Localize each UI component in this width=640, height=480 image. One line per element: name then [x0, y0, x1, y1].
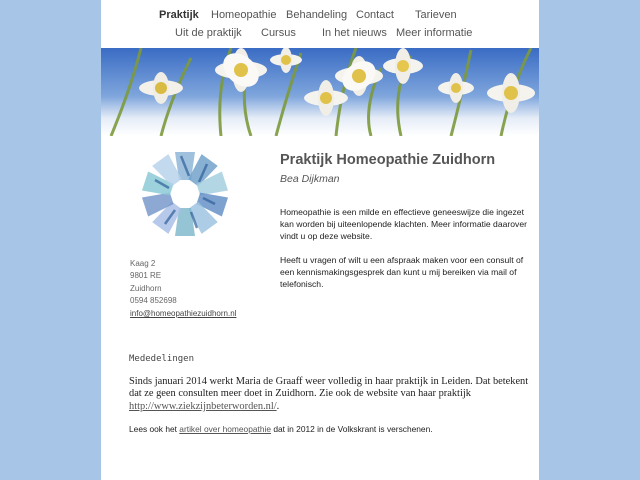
nav-meer-informatie[interactable]: Meer informatie — [396, 27, 473, 39]
nav-in-het-nieuws[interactable]: In het nieuws — [322, 27, 387, 39]
intro-paragraph-2: Heeft u vragen of wilt u een afspraak maken voor een consult of een kennismakingsgesprek dan kunt u mij bereiken via mail of telefonisch. — [280, 255, 524, 289]
announcement-text: Sinds januari 2014 werkt Maria de Graaff weer volledig in haar praktijk in Leiden. Dat betekent dat ze geen consulten meer doet in Zuidhorn. Zie ook de website van haar praktijk — [129, 376, 529, 400]
page-container — [101, 0, 539, 480]
practice-logo — [137, 146, 233, 242]
address-postcode: 9801 RE — [130, 271, 162, 281]
announcement-paragraph-2 — [129, 423, 534, 435]
address-street: Kaag 2 — [130, 259, 156, 268]
announcement-paragraph-1 — [129, 376, 534, 413]
email-link[interactable]: info@homeopathiezuidhorn.nl — [130, 308, 237, 318]
practice-website-link[interactable]: http://www.ziekzijnbeterworden.nl/ — [129, 400, 277, 412]
page-title: Praktijk Homeopathie Zuidhorn — [280, 152, 496, 168]
intro-text — [280, 206, 532, 302]
nav-contact[interactable]: Contact — [356, 9, 394, 21]
announcement-text-end: . — [276, 400, 280, 412]
header-banner-image — [101, 48, 539, 136]
announcement-text: Lees ook het — [129, 424, 180, 434]
nav-tarieven[interactable]: Tarieven — [415, 9, 457, 21]
intro-paragraph-1: Homeopathie is een milde en effectieve geneeswijze die ingezet kan worden bij uiteenlopende klachten. Meer informatie daarover vindt u op deze website. — [280, 207, 527, 241]
nav-uit-de-praktijk[interactable]: Uit de praktijk — [175, 27, 242, 39]
practitioner-name: Bea Dijkman — [280, 173, 340, 185]
contact-address — [130, 258, 236, 320]
announcements-heading: Mededelingen — [129, 354, 195, 364]
nav-behandeling[interactable]: Behandeling — [286, 9, 348, 21]
nav-homeopathie[interactable]: Homeopathie — [211, 9, 277, 21]
nav-praktijk[interactable]: Praktijk — [159, 9, 199, 21]
main-navigation — [101, 0, 539, 48]
address-city: Zuidhorn — [130, 283, 162, 293]
announcement-text-end: dat in 2012 in de Volkskrant is verschenen. — [271, 424, 433, 434]
address-phone: 0594 852698 — [130, 296, 177, 306]
article-link[interactable]: artikel over homeopathie — [179, 424, 272, 434]
nav-cursus[interactable]: Cursus — [261, 27, 296, 39]
